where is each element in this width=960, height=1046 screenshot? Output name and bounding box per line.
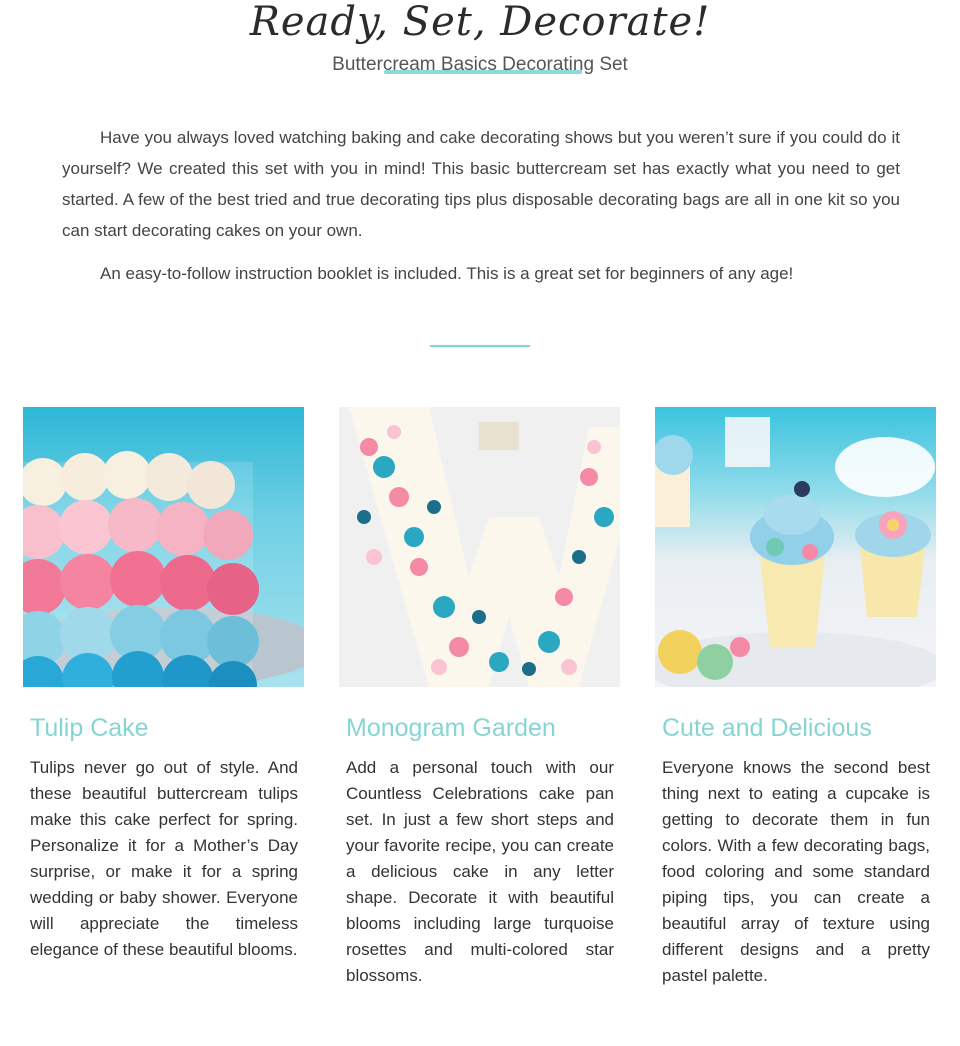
card-cute-and-delicious — [655, 407, 936, 989]
tulip-cake-image — [23, 407, 304, 687]
subtitle-wrap — [0, 52, 960, 78]
card-title: Cute and Delicious — [662, 714, 872, 742]
card-body: Everyone knows the second best thing next to eating a cupcake is getting to decorate them in fun colors. With a few decorating bags, food coloring and some standard piping tips, you can create a beautiful array of texture using different designs and a pretty pastel palette. — [662, 758, 930, 985]
intro-paragraph-2: An easy-to-follow instruction booklet is included. This is a great set for beginners of any age! — [100, 264, 794, 283]
page-title: Ready, Set, Decorate! — [249, 0, 711, 45]
subtitle-text: Buttercream Basics Decorating Set — [332, 54, 628, 75]
section-divider — [430, 345, 530, 347]
intro-section — [62, 122, 900, 289]
subtitle — [332, 52, 628, 78]
card-body: Add a personal touch with our Countless Celebrations cake pan set. In just a few short steps and your favorite recipe, you can create a delicious cake in any letter shape. Decorate it with beautiful blooms including large turquoise rosettes and multi-colored star blossoms. — [346, 758, 614, 985]
card-tulip-cake — [23, 407, 304, 963]
card-monogram-garden — [339, 407, 620, 989]
card-title: Monogram Garden — [346, 714, 556, 742]
card-title: Tulip Cake — [30, 714, 149, 742]
monogram-garden-image — [339, 407, 620, 687]
intro-paragraph-1: Have you always loved watching baking and cake decorating shows but you weren’t sure if you could do it yourself? We created this set with you in mind! This basic buttercream set has exactly what you need to get started. A few of the best tried and true decorating tips plus disposable decorating bags are all in one kit so you can start decorating cakes on your own. — [62, 128, 900, 240]
card-body: Tulips never go out of style. And these beautiful buttercream tulips make this cake perfect for spring. Personalize it for a Mother’s Day surprise, or make it for a spring wedding or baby shower. Everyone will appreciate the timeless elegance of these beautiful blooms. — [30, 758, 298, 959]
cupcakes-image — [655, 407, 936, 687]
